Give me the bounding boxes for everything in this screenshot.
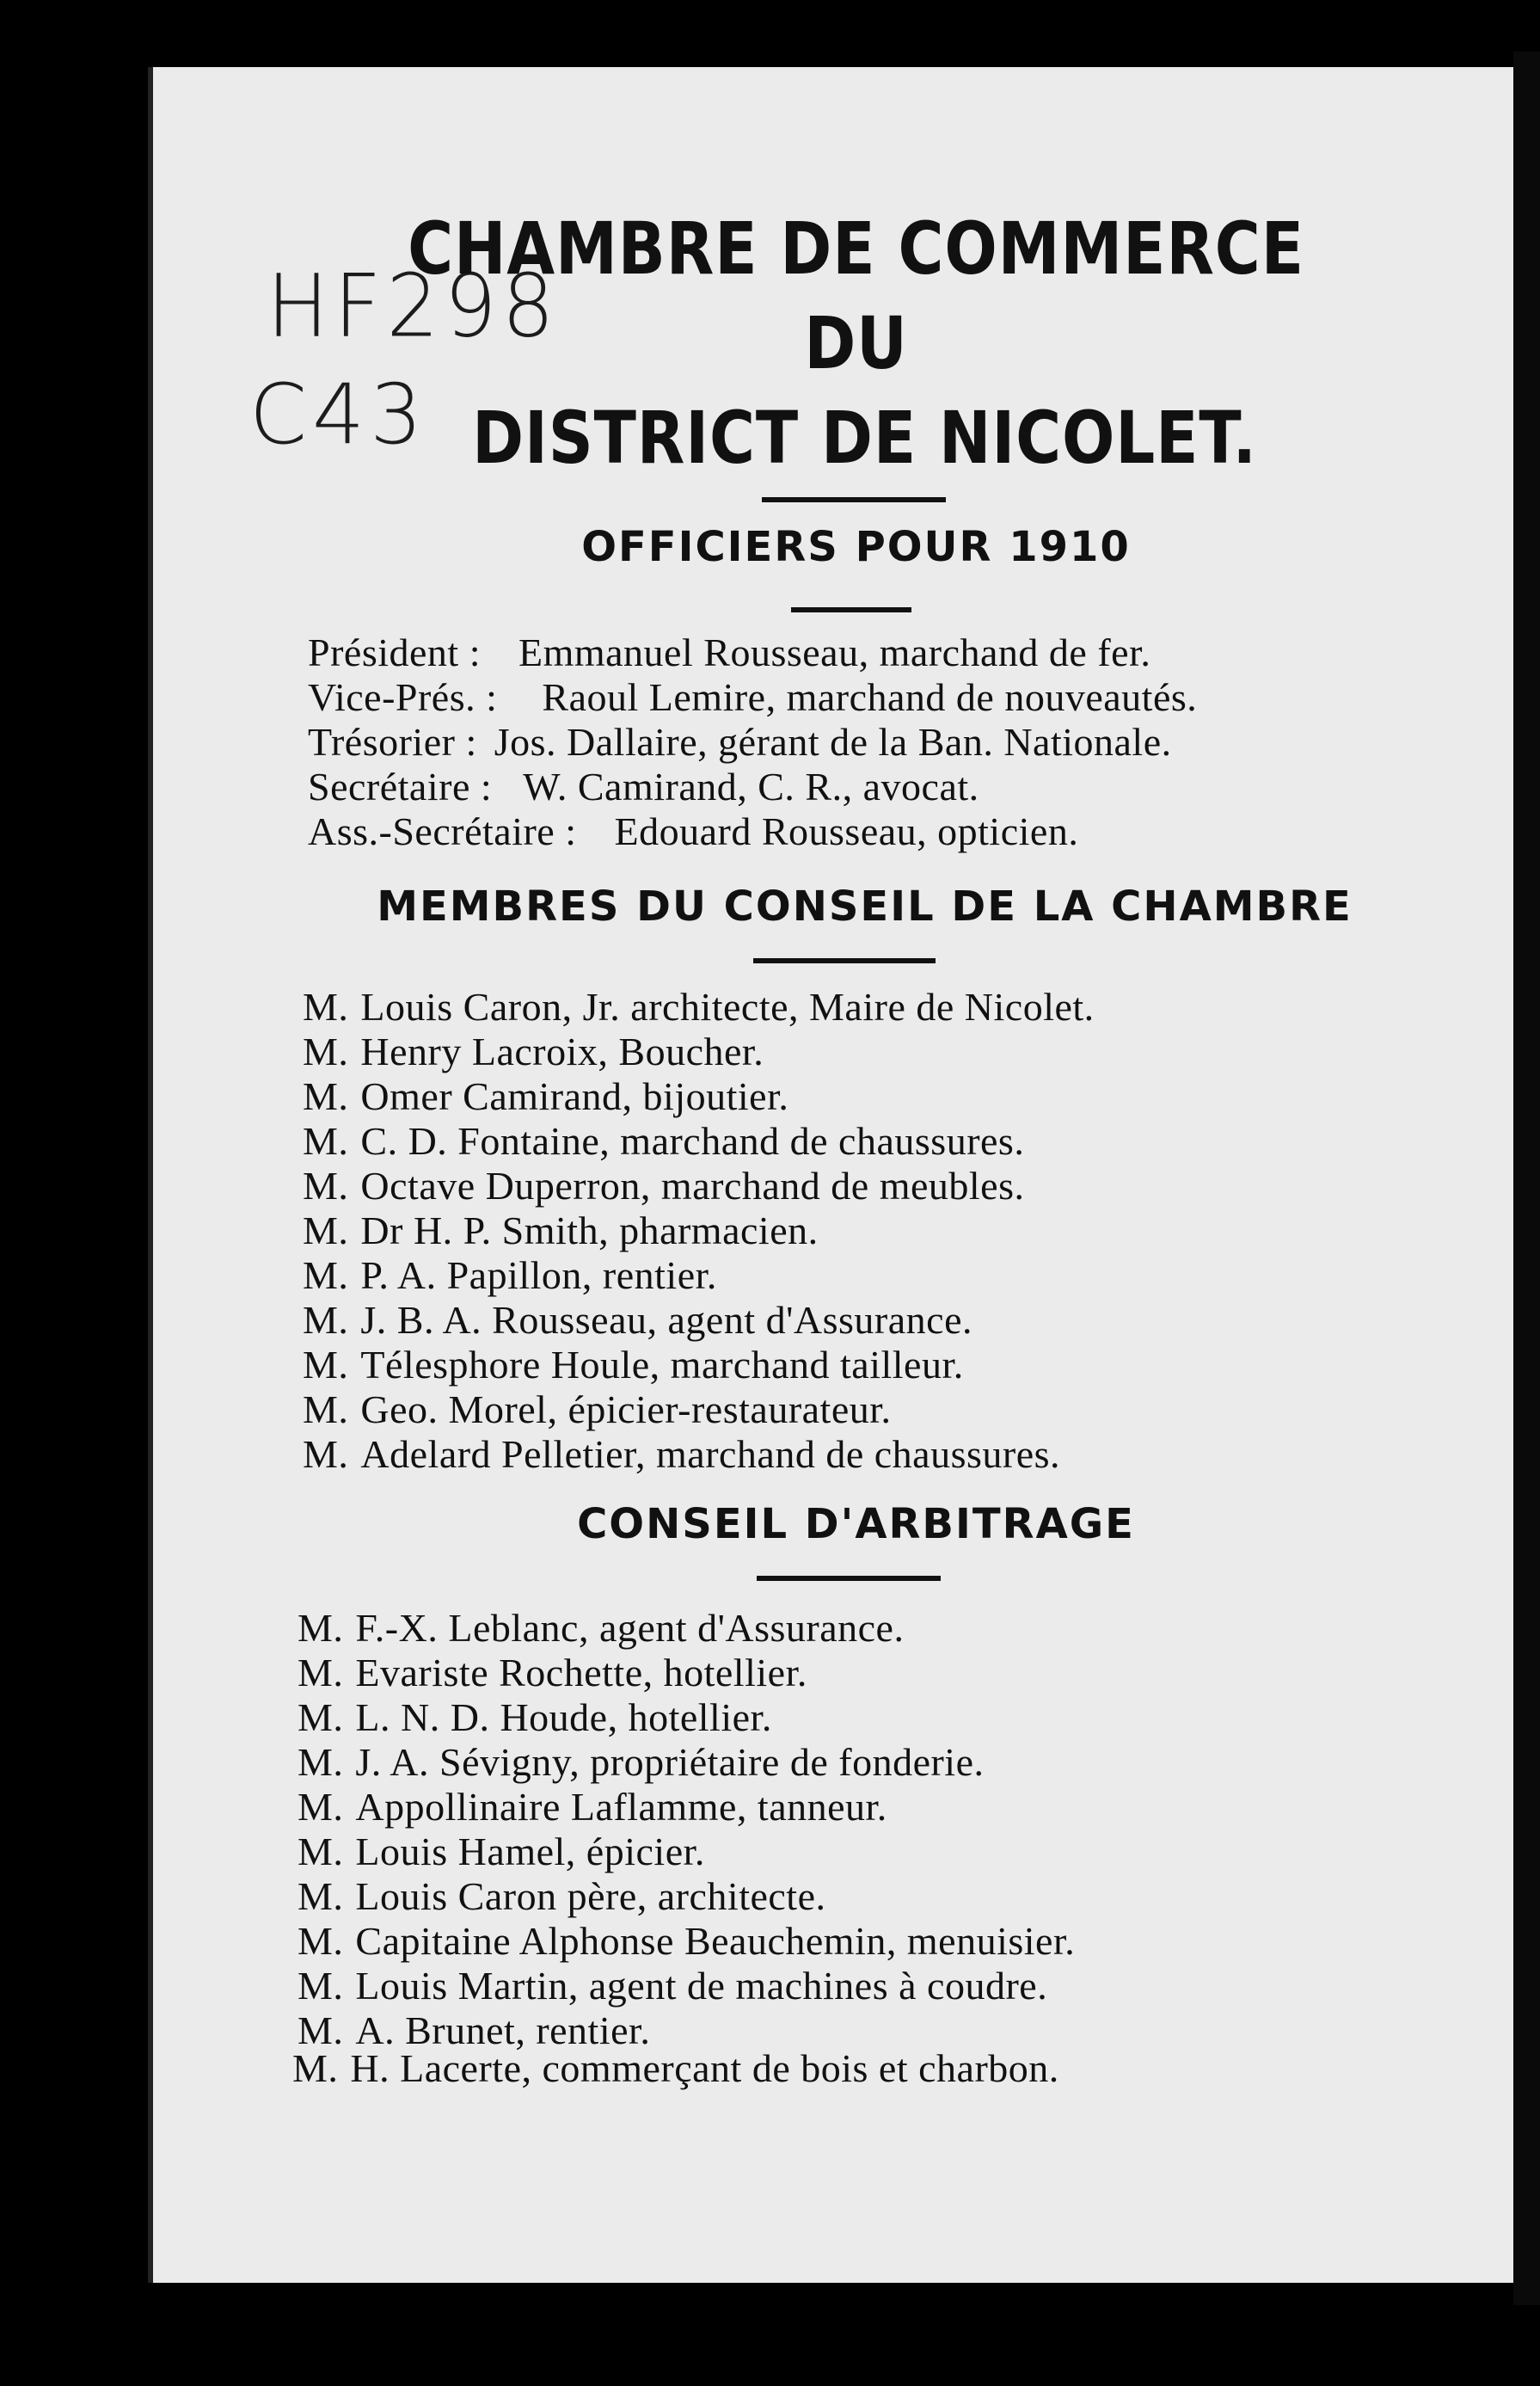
list-item — [298, 1694, 772, 1740]
item-prefix: M. — [303, 1343, 349, 1387]
item-prefix: M. — [303, 1298, 349, 1342]
item-text: Télesphore Houle, marchand tailleur. — [360, 1343, 964, 1387]
item-text: Geo. Morel, épicier-restaurateur. — [360, 1387, 892, 1431]
officers-heading: OFFICIERS POUR 1910 — [581, 523, 1131, 571]
officer-row — [308, 719, 1172, 765]
item-prefix: M. — [298, 1919, 344, 1963]
title-line-1: CHAMBRE DE COMMERCE — [408, 206, 1304, 291]
item-prefix: M. — [303, 985, 349, 1029]
officer-value: Jos. Dallaire, gérant de la Ban. Nationale. — [494, 720, 1172, 764]
officer-row — [308, 674, 1197, 720]
officer-value: Raoul Lemire, marchand de nouveautés. — [542, 675, 1198, 719]
item-text: J. A. Sévigny, propriétaire de fonderie. — [355, 1740, 985, 1784]
item-prefix: M. — [298, 1740, 344, 1784]
item-text: Louis Martin, agent de machines à coudre. — [355, 1964, 1048, 2008]
item-text: Louis Caron père, architecte. — [355, 1874, 826, 1918]
item-text: P. A. Papillon, rentier. — [360, 1253, 717, 1297]
item-text: Appollinaire Laflamme, tanneur. — [355, 1785, 887, 1829]
item-prefix: M. — [303, 1074, 349, 1118]
officer-value: Emmanuel Rousseau, marchand de fer. — [518, 630, 1151, 674]
item-prefix: M. — [303, 1119, 349, 1163]
divider-4 — [757, 1576, 941, 1581]
list-item — [298, 1918, 1075, 1964]
item-text: Capitaine Alphonse Beauchemin, menuisier. — [355, 1919, 1076, 1963]
officer-value: Edouard Rousseau, opticien. — [614, 809, 1079, 853]
list-item — [303, 1029, 764, 1074]
item-text: C. D. Fontaine, marchand de chaussures. — [360, 1119, 1025, 1163]
list-item — [303, 1118, 1024, 1164]
item-prefix: M. — [298, 1964, 344, 2008]
item-prefix: M. — [303, 1030, 349, 1073]
officer-label: Vice-Prés. : — [308, 675, 498, 719]
list-item — [298, 1873, 826, 1919]
list-item — [303, 984, 1095, 1030]
list-item — [292, 2045, 1059, 2091]
item-text: L. N. D. Houde, hotellier. — [355, 1695, 772, 1739]
list-item — [298, 1784, 887, 1829]
item-text: Louis Caron, Jr. architecte, Maire de Nicolet. — [360, 985, 1095, 1029]
officer-value: W. Camirand, C. R., avocat. — [523, 765, 979, 809]
item-text: Louis Hamel, épicier. — [355, 1829, 705, 1873]
divider-2 — [791, 607, 911, 612]
handwritten-call-number-1: HF298 — [267, 255, 560, 357]
officer-label: Président : — [308, 630, 481, 674]
list-item — [303, 1073, 788, 1119]
officer-label: Ass.-Secrétaire : — [308, 809, 577, 853]
item-prefix: M. — [298, 1606, 344, 1650]
title-line-2: DU — [804, 301, 908, 385]
officer-row — [308, 764, 979, 809]
item-prefix: M. — [298, 1785, 344, 1829]
list-item — [303, 1163, 1025, 1208]
item-prefix: M. — [298, 2008, 344, 2052]
item-prefix: M. — [303, 1432, 349, 1476]
item-prefix: M. — [298, 1829, 344, 1873]
item-text: Omer Camirand, bijoutier. — [360, 1074, 789, 1118]
item-text: F.-X. Leblanc, agent d'Assurance. — [355, 1606, 905, 1650]
item-text: Octave Duperron, marchand de meubles. — [360, 1164, 1025, 1208]
item-prefix: M. — [303, 1253, 349, 1297]
list-item — [303, 1252, 717, 1298]
item-text: Evariste Rochette, hotellier. — [355, 1651, 807, 1694]
arbitration-heading: CONSEIL D'ARBITRAGE — [577, 1500, 1135, 1548]
list-item — [303, 1387, 892, 1432]
list-item — [298, 1650, 807, 1695]
scan-edge — [1513, 52, 1540, 2305]
list-item — [298, 1829, 705, 1874]
item-prefix: M. — [298, 1695, 344, 1739]
item-prefix: M. — [303, 1208, 349, 1252]
item-text: Adelard Pelletier, marchand de chaussures. — [360, 1432, 1061, 1476]
item-prefix: M. — [303, 1164, 349, 1208]
title-line-3: DISTRICT DE NICOLET. — [472, 396, 1257, 480]
list-item — [298, 1605, 904, 1651]
item-prefix: M. — [298, 1874, 344, 1918]
council-heading: MEMBRES DU CONSEIL DE LA CHAMBRE — [377, 882, 1353, 931]
item-text: Dr H. P. Smith, pharmacien. — [360, 1208, 819, 1252]
list-item — [298, 1739, 985, 1785]
officer-row — [308, 809, 1078, 854]
item-prefix: M. — [298, 1651, 344, 1694]
item-prefix: M. — [303, 1387, 349, 1431]
item-text: H. Lacerte, commerçant de bois et charbon. — [350, 2046, 1059, 2090]
list-item — [303, 1431, 1060, 1477]
handwritten-call-number-2: C43 — [249, 366, 428, 463]
item-text: Henry Lacroix, Boucher. — [360, 1030, 764, 1073]
list-item — [303, 1297, 972, 1343]
list-item — [298, 1963, 1047, 2008]
item-text: A. Brunet, rentier. — [355, 2008, 651, 2052]
item-prefix: M. — [292, 2046, 339, 2090]
list-item — [303, 1342, 964, 1387]
list-item — [303, 1208, 819, 1253]
officer-label: Secrétaire : — [308, 765, 493, 809]
item-text: J. B. A. Rousseau, agent d'Assurance. — [360, 1298, 972, 1342]
divider-1 — [762, 497, 946, 502]
officer-label: Trésorier : — [308, 720, 477, 764]
divider-3 — [753, 958, 936, 963]
officer-row — [308, 630, 1150, 675]
